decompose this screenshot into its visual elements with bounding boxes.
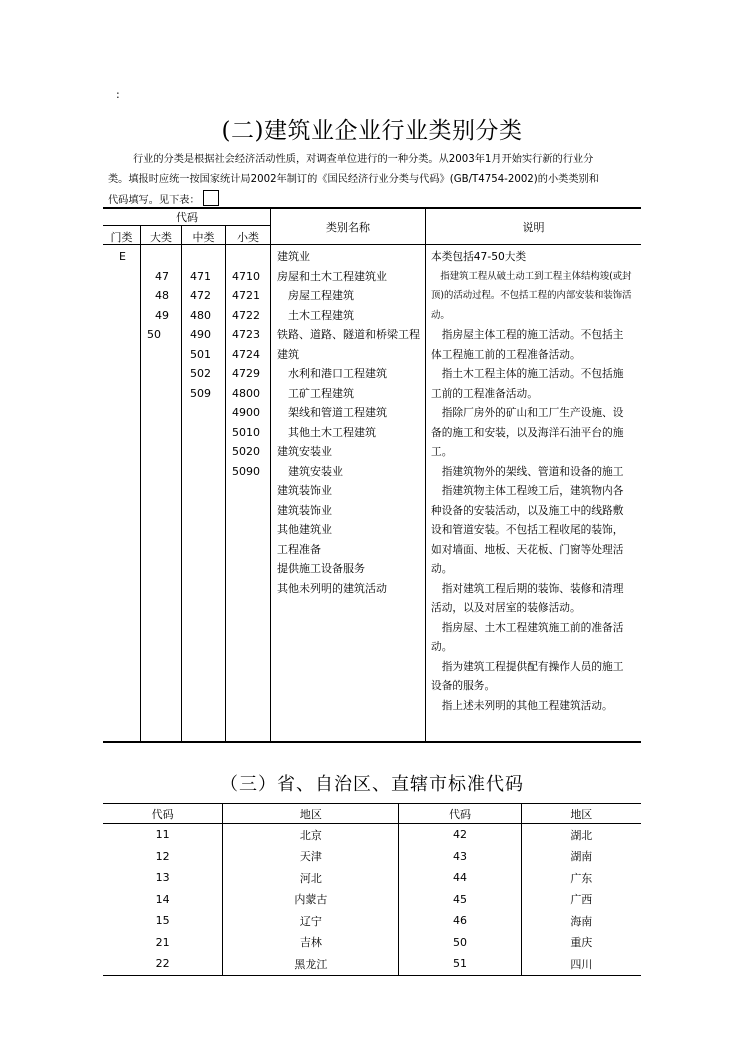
small-code: 4729 <box>232 367 260 380</box>
small-code: 4722 <box>232 308 260 322</box>
region-cell: 辽宁 <box>223 910 399 932</box>
table-row <box>103 932 641 954</box>
region-cell: 黑龙江 <box>223 953 399 975</box>
mid-code: 502 <box>190 367 211 380</box>
intro-line-3-text: 代码填写。见下表： <box>108 195 200 206</box>
mid-code: 471 <box>190 269 211 283</box>
table-row <box>103 867 641 889</box>
region-cell: 天津 <box>223 846 399 868</box>
desc-line: 工。 <box>431 445 453 458</box>
region-cell: 广西 <box>521 889 641 911</box>
big-column <box>147 267 169 345</box>
table-row <box>103 889 641 911</box>
desc-line: 指建筑工程从破土动工到工程主体结构竣(或封 <box>431 270 632 282</box>
desc-line: 指上述未列明的其他工程建筑活动。 <box>431 698 613 712</box>
code-cell: 14 <box>155 892 170 906</box>
code-cell: 42 <box>399 824 521 846</box>
header-region: 地区 <box>521 804 641 824</box>
mid-code: 501 <box>190 347 211 361</box>
desc-line: 指房屋、土木工程建筑施工前的准备活 <box>431 620 624 634</box>
desc-line: 设备的服务。 <box>431 679 496 692</box>
category-name: 建筑安装业 <box>277 464 343 478</box>
desc-line: 设和管道安装。不包括工程收尾的装饰， <box>431 523 624 536</box>
code-cell: 44 <box>399 867 521 889</box>
category-name: 工程准备 <box>277 542 321 556</box>
code-cell: 12 <box>155 849 170 863</box>
category-name: 其他土木工程建筑 <box>277 425 376 439</box>
category-name: 铁路、道路、隧道和桥梁工程 <box>277 328 420 341</box>
big-code: 48 <box>155 289 169 302</box>
small-code: 4721 <box>232 289 260 302</box>
category-name: 房屋和土木工程建筑业 <box>277 269 387 283</box>
code-cell: 21 <box>155 935 170 949</box>
door-column <box>119 247 126 267</box>
category-name: 其他未列明的建筑活动 <box>277 581 387 595</box>
table1-vline <box>270 207 271 742</box>
small-code: 5020 <box>232 445 260 458</box>
mid-column <box>190 267 211 404</box>
desc-line: 指建筑物外的架线、管道和设备的施工 <box>431 464 624 478</box>
category-name: 建筑装饰业 <box>277 484 332 497</box>
big-code: 50 <box>147 328 161 341</box>
table1-vline <box>140 225 141 742</box>
small-code: 4800 <box>232 386 260 400</box>
table-row <box>103 824 641 846</box>
small-code: 4710 <box>232 269 260 283</box>
desc-line: 工前的工程准备活动。 <box>431 386 538 400</box>
province-section-title: （三）省、自治区、直辖市标准代码 <box>220 774 524 795</box>
region-cell: 湖南 <box>521 846 641 868</box>
header-big: 大类 <box>150 231 172 244</box>
region-cell: 吉林 <box>223 932 399 954</box>
big-code: 49 <box>155 308 169 322</box>
checkbox-icon <box>203 190 219 206</box>
category-name: 土木工程建筑 <box>277 308 354 322</box>
region-cell: 四川 <box>521 953 641 975</box>
mid-code: 509 <box>190 386 211 400</box>
door-code: E <box>119 250 126 263</box>
desc-line: 指对建筑工程后期的装饰、装修和清理 <box>431 581 624 595</box>
header-name: 类别名称 <box>326 221 370 234</box>
code-cell: 46 <box>399 910 521 932</box>
desc-line: 本类包括47-50大类 <box>431 250 527 263</box>
region-cell: 内蒙古 <box>223 889 399 911</box>
desc-line: 指房屋主体工程的施工活动。不包括主 <box>431 328 624 341</box>
table-row <box>103 953 641 975</box>
code-cell: 43 <box>399 846 521 868</box>
intro-line-1: 行业的分类是根据社会经济活动性质，对调查单位进行的一种分类。从2003年1月开始实行新的行业分 <box>133 154 594 165</box>
region-cell: 河北 <box>223 867 399 889</box>
table1-vline <box>425 207 426 742</box>
mid-code: 480 <box>190 308 211 322</box>
small-code: 5090 <box>232 464 260 478</box>
table1-code-subrule <box>103 225 271 226</box>
region-cell: 海南 <box>521 910 641 932</box>
desc-line: 备的施工和安装，以及海洋石油平台的施 <box>431 425 624 439</box>
category-name: 房屋工程建筑 <box>277 289 354 302</box>
region-cell: 湖北 <box>521 824 641 846</box>
desc-line: 种设备的安装活动，以及施工中的线路敷 <box>431 503 624 517</box>
desc-line: 动。 <box>431 562 453 575</box>
small-code: 4900 <box>232 406 260 419</box>
desc-line: 动。 <box>431 640 453 653</box>
desc-line: 顶)的活动过程。不包括工程的内部安装和装饰活 <box>431 290 632 301</box>
big-code: 47 <box>155 269 169 283</box>
code-cell: 22 <box>155 957 170 971</box>
intro-paragraph <box>108 150 642 211</box>
code-cell: 50 <box>399 932 521 954</box>
page-mark: : <box>116 88 120 101</box>
code-cell: 45 <box>399 889 521 911</box>
intro-line-2: 类。填报时应统一按国家统计局2002年制订的《国民经济行业分类与代码》(GB/T4754-2002)的小类类别和 <box>108 174 599 185</box>
table-row <box>103 910 641 932</box>
desc-line: 体工程施工前的工程准备活动。 <box>431 347 581 361</box>
code-cell: 15 <box>155 914 170 928</box>
region-cell: 北京 <box>223 824 399 846</box>
category-name: 建筑 <box>277 347 299 361</box>
category-name: 建筑安装业 <box>277 445 332 458</box>
desc-line: 活动，以及对居室的装修活动。 <box>431 601 581 614</box>
header-desc: 说明 <box>522 221 545 234</box>
header-code: 代码 <box>399 804 521 824</box>
small-code: 4724 <box>232 347 260 361</box>
region-cell: 广东 <box>521 867 641 889</box>
category-name: 其他建筑业 <box>277 523 332 536</box>
desc-column <box>431 247 632 715</box>
category-name: 提供施工设备服务 <box>277 562 365 575</box>
code-cell: 11 <box>155 828 170 842</box>
desc-line: 指土木工程主体的施工活动。不包括施 <box>431 367 624 380</box>
header-code: 代码 <box>103 804 223 824</box>
desc-line: 指建筑物主体工程竣工后，建筑物内各 <box>431 484 624 497</box>
header-region: 地区 <box>223 804 399 824</box>
category-name: 建筑装饰业 <box>277 503 332 517</box>
small-code: 4723 <box>232 328 260 341</box>
code-cell: 13 <box>155 871 170 885</box>
small-code: 5010 <box>232 425 260 439</box>
category-name: 架线和管道工程建筑 <box>277 406 387 419</box>
name-column <box>277 247 420 598</box>
table1-bottom-rule <box>103 741 641 743</box>
code-cell: 51 <box>399 953 521 975</box>
desc-line: 动。 <box>431 309 450 321</box>
mid-code: 472 <box>190 289 211 302</box>
table-row <box>103 846 641 868</box>
category-name: 建筑业 <box>277 250 310 263</box>
small-column <box>232 267 260 482</box>
region-cell: 重庆 <box>521 932 641 954</box>
mid-code: 490 <box>190 328 211 341</box>
header-code: 代码 <box>176 211 198 224</box>
desc-line: 如对墙面、地板、天花板、门窗等处理活 <box>431 542 624 556</box>
table1-vline <box>181 225 182 742</box>
header-small: 小类 <box>237 231 259 244</box>
category-name: 水利和港口工程建筑 <box>277 367 387 380</box>
province-code-table <box>103 803 641 976</box>
desc-line: 指除厂房外的矿山和工厂生产设施、设 <box>431 406 624 419</box>
section-title: (二)建筑业企业行业类别分类 <box>221 118 523 144</box>
table1-vline <box>225 225 226 742</box>
category-name: 工矿工程建筑 <box>277 386 354 400</box>
header-mid: 中类 <box>192 231 215 244</box>
desc-line: 指为建筑工程提供配有操作人员的施工 <box>431 659 624 673</box>
header-door: 门类 <box>110 231 133 244</box>
